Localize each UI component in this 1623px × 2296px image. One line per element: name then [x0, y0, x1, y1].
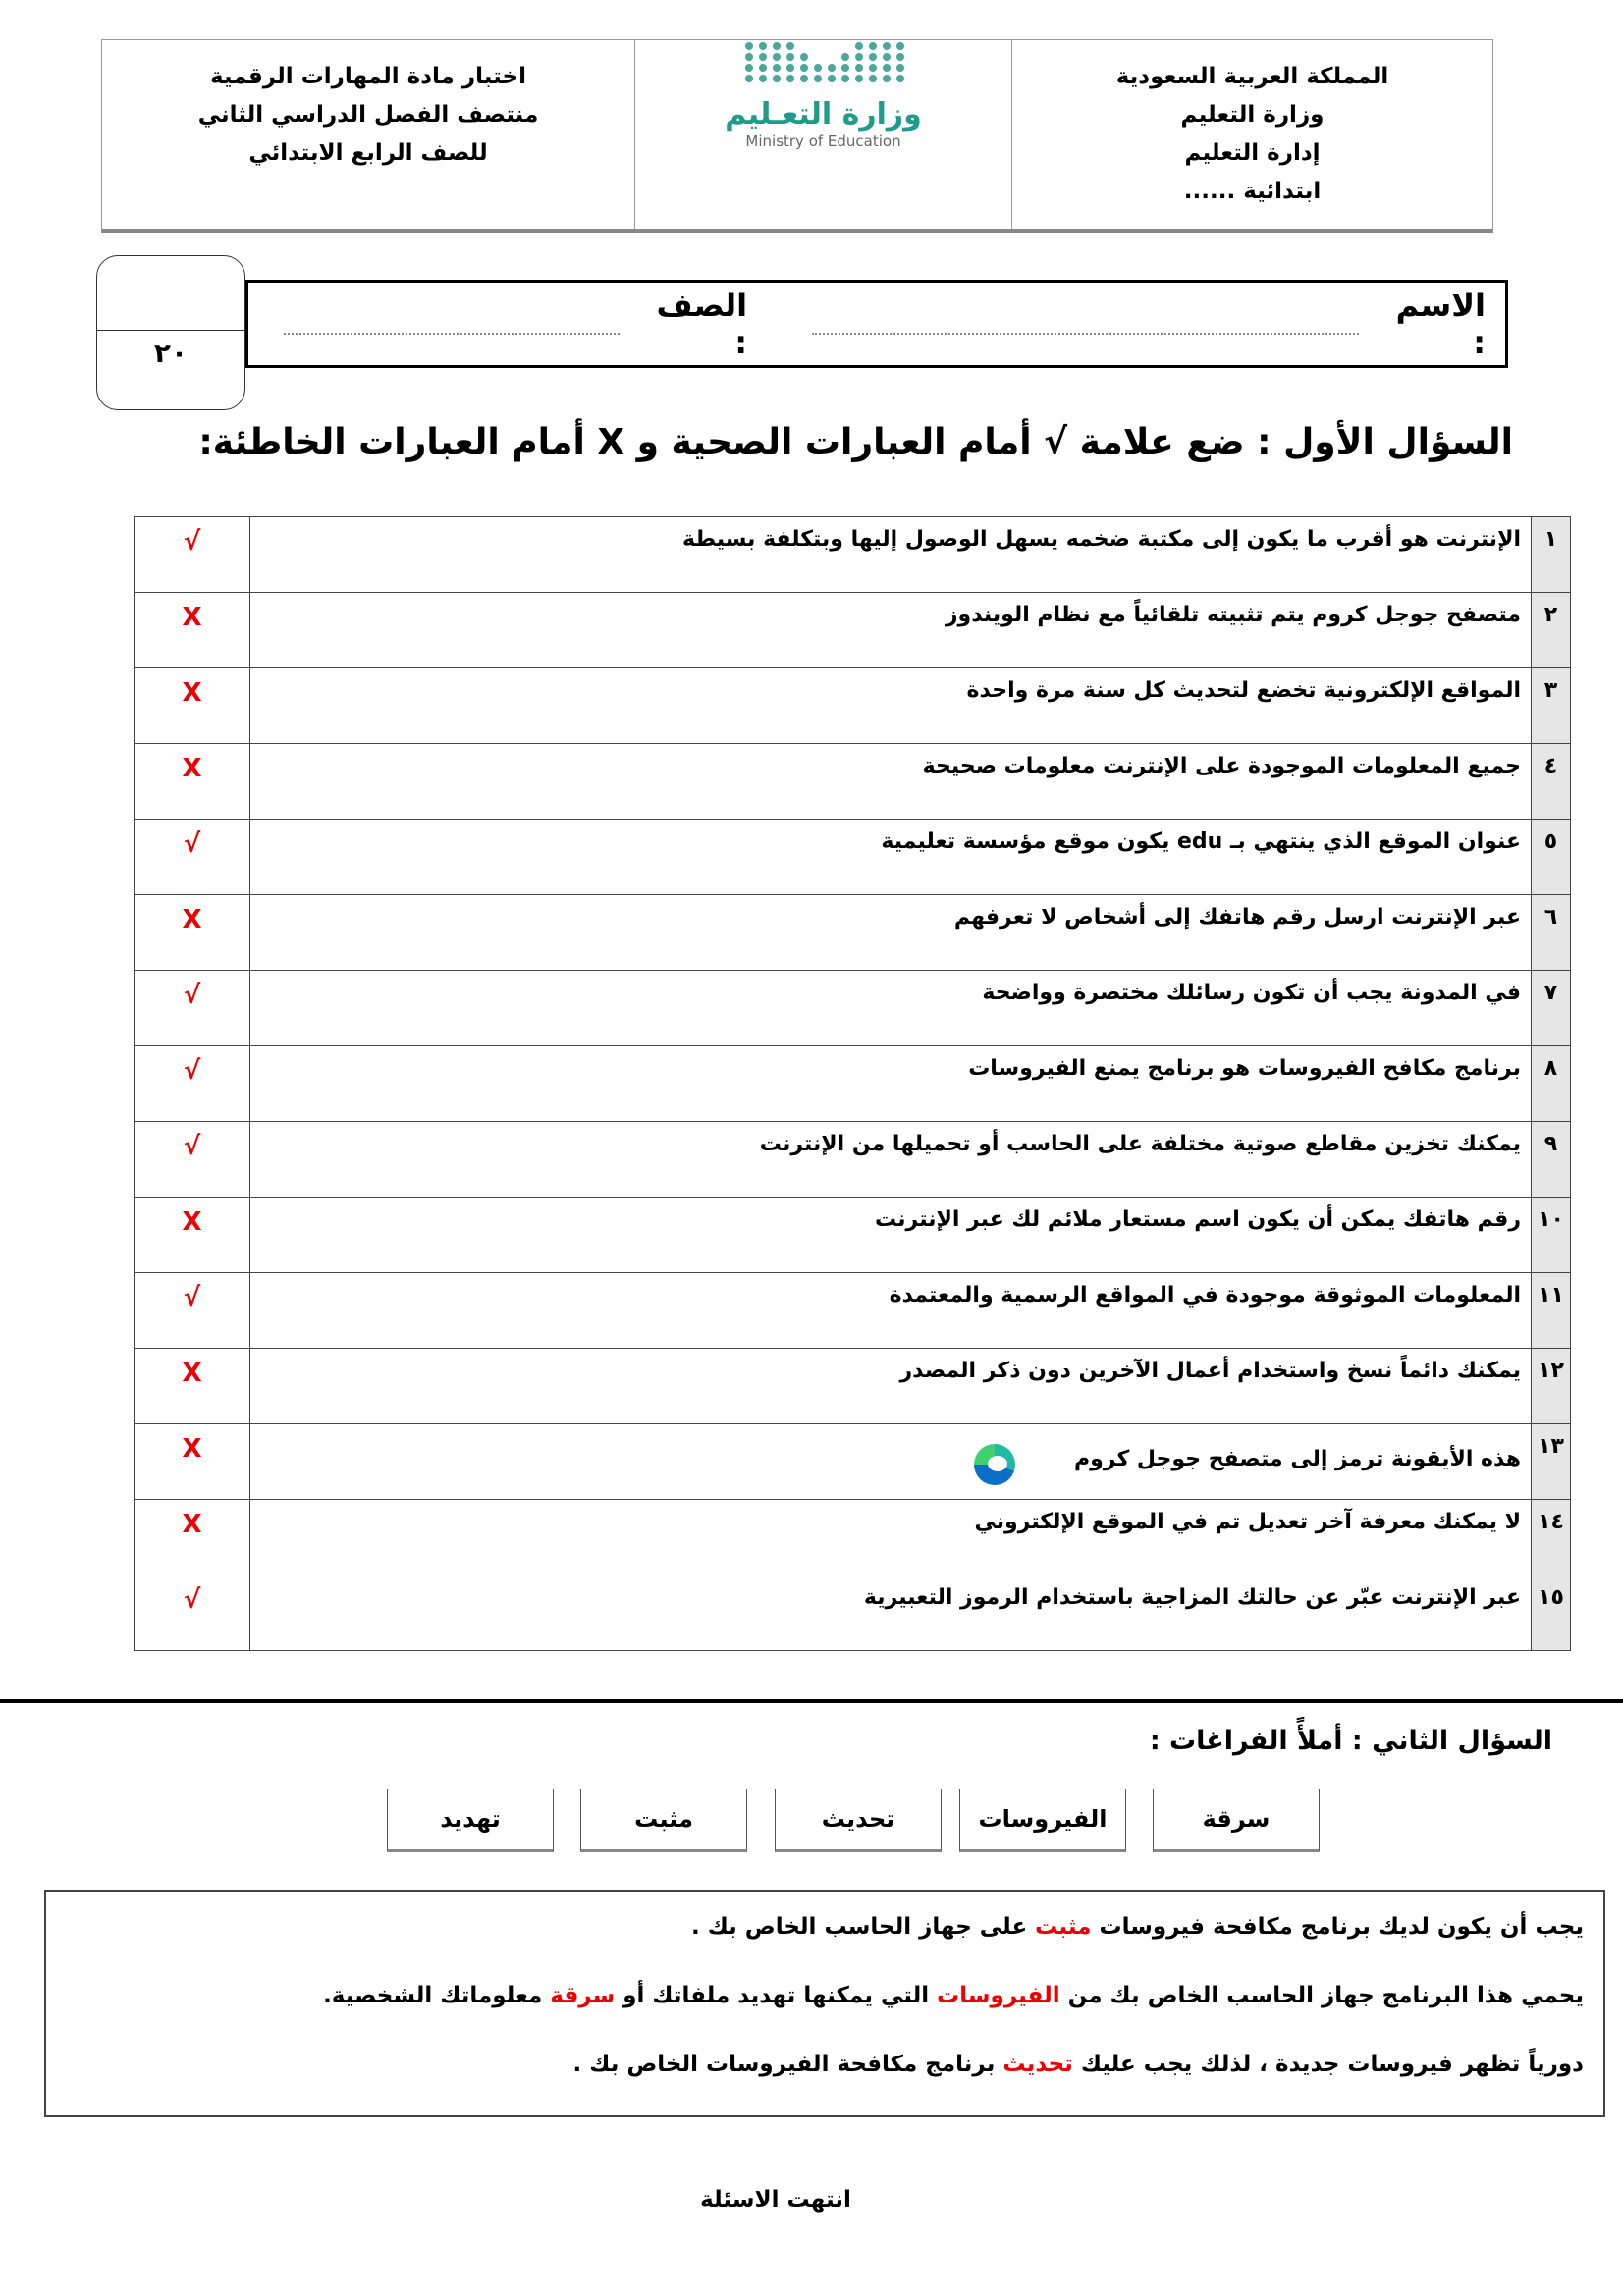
statement-cell	[250, 668, 1532, 744]
word-bank-item: تهديد	[387, 1789, 554, 1852]
statement-cell	[250, 1575, 1532, 1651]
table-row	[135, 1349, 1571, 1424]
row-number: ٧	[1532, 971, 1571, 1046]
row-number: ١٠	[1532, 1198, 1571, 1273]
score-total: ٢٠	[153, 337, 189, 369]
statement-text: عنوان الموقع الذي ينتهي بـ edu يكون موقع مؤسسة تعليمية	[881, 829, 1521, 854]
exam-title-line: اختبار مادة المهارات الرقمية	[209, 64, 527, 89]
answer-mark[interactable]: X	[135, 1424, 250, 1500]
sentence	[46, 1905, 1584, 1974]
sentence-text: يجب أن يكون لديك برنامج مكافحة فيروسات	[1091, 1914, 1584, 1940]
table-row	[135, 1122, 1571, 1198]
statement-cell	[250, 1349, 1532, 1424]
blank-answer: تحديث	[1002, 2052, 1073, 2077]
ministry-line: إدارة التعليم	[1184, 140, 1321, 166]
answer-mark[interactable]: √	[135, 1046, 250, 1122]
exam-title-line: منتصف الفصل الدراسي الثاني	[197, 102, 539, 128]
sentence-text: دورياً تظهر فيروسات جديدة ، لذلك يجب عليك	[1072, 2052, 1584, 2077]
question2-title: السؤال الثاني : أملأً الفراغات :	[1149, 1726, 1552, 1756]
table-row	[135, 1575, 1571, 1651]
word-bank-item: مثبت	[580, 1789, 747, 1852]
statement-cell	[250, 1424, 1532, 1500]
logo-arabic-text: وزارة التعـليم	[725, 97, 922, 132]
answer-mark[interactable]: X	[135, 744, 250, 820]
table-row	[135, 820, 1571, 895]
row-number: ٣	[1532, 668, 1571, 744]
end-of-questions: انتهت الاسئلة	[700, 2187, 851, 2213]
word-bank-item: تحديث	[775, 1789, 942, 1852]
statement-text: الإنترنت هو أقرب ما يكون إلى مكتبة ضخمه يسهل الوصول إليها وبتكلفة بسيطة	[682, 527, 1521, 552]
answer-mark[interactable]: √	[135, 971, 250, 1046]
statement-cell	[250, 1198, 1532, 1273]
row-number: ٥	[1532, 820, 1571, 895]
student-info-box	[245, 280, 1508, 368]
answer-mark[interactable]: √	[135, 517, 250, 593]
sentence-text: يحمي هذا البرنامج جهاز الحاسب الخاص بك من	[1059, 1983, 1584, 2008]
row-number: ١٥	[1532, 1575, 1571, 1651]
statement-cell	[250, 1046, 1532, 1122]
answer-mark[interactable]: X	[135, 1198, 250, 1273]
question1-title: السؤال الأول : ضع علامة √ أمام العبارات الصحية و X أمام العبارات الخاطئة:	[198, 422, 1513, 462]
answer-mark[interactable]: √	[135, 1273, 250, 1349]
table-row	[135, 668, 1571, 744]
answer-mark[interactable]: X	[135, 895, 250, 971]
sentence-text: برنامج مكافحة الفيروسات الخاص بك .	[572, 2052, 1003, 2077]
table-row	[135, 1273, 1571, 1349]
row-number: ١	[1532, 517, 1571, 593]
statement-text: يمكنك تخزين مقاطع صوتية مختلفة على الحاسب أو تحميلها من الإنترنت	[759, 1132, 1521, 1156]
table-row	[135, 593, 1571, 668]
answer-mark[interactable]: √	[135, 1122, 250, 1198]
statement-text: عبر الإنترنت ارسل رقم هاتفك إلى أشخاص لا تعرفهم	[953, 905, 1521, 930]
ministry-line: وزارة التعليم	[1180, 102, 1325, 128]
statement-cell	[250, 971, 1532, 1046]
logo-english-text: Ministry of Education	[745, 133, 901, 150]
fill-blanks-paragraph	[44, 1890, 1605, 2117]
statement-text: في المدونة يجب أن تكون رسائلك مختصرة وواضحة	[982, 981, 1521, 1005]
ministry-line: ابتدائية ......	[1183, 179, 1322, 204]
table-row	[135, 1424, 1571, 1500]
statement-text: المواقع الإلكترونية تخضع لتحديث كل سنة مرة واحدة	[966, 678, 1521, 703]
score-box	[96, 255, 245, 410]
blank-answer: مثبت	[1035, 1914, 1092, 1940]
statement-text: يمكنك دائماً نسخ واستخدام أعمال الآخرين دون ذكر المصدر	[899, 1359, 1521, 1383]
row-number: ١٣	[1532, 1424, 1571, 1500]
class-field[interactable]	[284, 333, 620, 335]
row-number: ١١	[1532, 1273, 1571, 1349]
statement-cell	[250, 744, 1532, 820]
table-row	[135, 744, 1571, 820]
statement-cell	[250, 1122, 1532, 1198]
statement-text: جميع المعلومات الموجودة على الإنترنت معلومات صحيحة	[922, 754, 1521, 778]
answer-mark[interactable]: √	[135, 820, 250, 895]
table-row	[135, 1046, 1571, 1122]
ministry-info-block	[1012, 40, 1492, 229]
answer-mark[interactable]: X	[135, 668, 250, 744]
sentence-text: معلوماتك الشخصية.	[323, 1983, 551, 2008]
sentence-text: على جهاز الحاسب الخاص بك .	[690, 1914, 1036, 1940]
answer-mark[interactable]: √	[135, 1575, 250, 1651]
table-row	[135, 971, 1571, 1046]
row-number: ٦	[1532, 895, 1571, 971]
word-bank-item: سرقة	[1153, 1789, 1320, 1852]
answer-mark[interactable]: X	[135, 1349, 250, 1424]
statement-cell	[250, 820, 1532, 895]
exam-title-line: للصف الرابع الابتدائي	[248, 140, 488, 166]
statement-text: برنامج مكافح الفيروسات هو برنامج يمنع الفيروسات	[968, 1056, 1521, 1081]
ministry-line: المملكة العربية السعودية	[1115, 64, 1389, 89]
true-false-table	[134, 516, 1571, 1651]
document-header	[101, 39, 1493, 233]
statement-cell	[250, 517, 1532, 593]
edge-browser-icon	[974, 1444, 1015, 1485]
class-label: الصف :	[656, 287, 748, 361]
answer-mark[interactable]: X	[135, 593, 250, 668]
sentence	[46, 2043, 1584, 2111]
blank-answer: سرقة	[550, 1983, 616, 2008]
row-number: ١٢	[1532, 1349, 1571, 1424]
row-number: ٩	[1532, 1122, 1571, 1198]
statement-cell	[250, 593, 1532, 668]
statement-cell	[250, 1273, 1532, 1349]
table-row	[135, 895, 1571, 971]
row-number: ٢	[1532, 593, 1571, 668]
statement-text: متصفح جوجل كروم يتم تثبيته تلقائياً مع نظام الويندوز	[945, 603, 1521, 627]
name-label: الاسم :	[1395, 287, 1486, 361]
blank-answer: الفيروسات	[937, 1983, 1060, 2008]
statement-cell	[250, 1500, 1532, 1575]
table-row	[135, 1500, 1571, 1575]
statement-text: لا يمكنك معرفة آخر تعديل تم في الموقع الإلكتروني	[974, 1510, 1521, 1534]
exam-title-block	[102, 40, 635, 229]
statement-text: عبر الإنترنت عبّر عن حالتك المزاجية باستخدام الرموز التعبيرية	[863, 1585, 1521, 1610]
table-row	[135, 1198, 1571, 1273]
name-field[interactable]	[812, 333, 1359, 335]
statement-text: المعلومات الموثوقة موجودة في المواقع الرسمية والمعتمدة	[889, 1283, 1521, 1308]
table-row	[135, 517, 1571, 593]
statement-text: هذه الأيقونة ترمز إلى متصفح جوجل كروم	[1073, 1447, 1521, 1471]
row-number: ٤	[1532, 744, 1571, 820]
sentence-text: التي يمكنها تهديد ملفاتك أو	[615, 1983, 938, 2008]
row-number: ٨	[1532, 1046, 1571, 1122]
statement-cell	[250, 895, 1532, 971]
statement-text: رقم هاتفك يمكن أن يكون اسم مستعار ملائم لك عبر الإنترنت	[875, 1207, 1521, 1232]
ministry-logo	[635, 40, 1012, 229]
sentence	[46, 1974, 1584, 2043]
logo-dots-icon	[742, 42, 904, 82]
section-divider	[0, 1699, 1623, 1703]
row-number: ١٤	[1532, 1500, 1571, 1575]
word-bank-item: الفيروسات	[959, 1789, 1126, 1852]
answer-mark[interactable]: X	[135, 1500, 250, 1575]
